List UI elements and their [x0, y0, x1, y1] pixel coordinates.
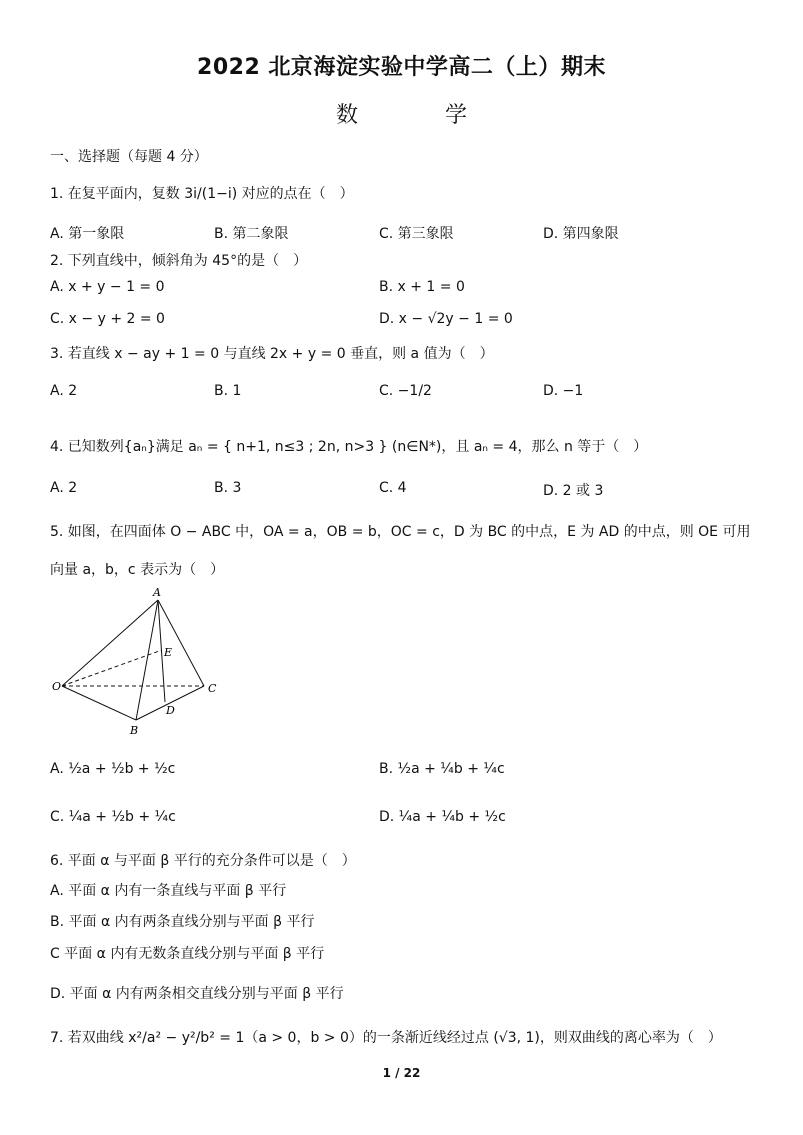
question-4-option-c: C. 4	[379, 480, 407, 496]
question-1-option-c: C. 第三象限	[379, 226, 454, 242]
question-2-stem: 2. 下列直线中，倾斜角为 45°的是（ ）	[50, 253, 308, 269]
question-3-option-d: D. −1	[543, 383, 584, 399]
question-5-option-b: B. ½a + ¼b + ¼c	[379, 761, 505, 777]
question-2-option-b: B. x + 1 = 0	[379, 279, 465, 295]
question-1-option-d: D. 第四象限	[543, 226, 619, 242]
question-1-option-b: B. 第二象限	[214, 226, 289, 242]
question-2-option-c: C. x − y + 2 = 0	[50, 311, 165, 327]
question-1-stem: 1. 在复平面内，复数 3i/(1−i) 对应的点在（ ）	[50, 186, 354, 202]
question-4-stem: 4. 已知数列{aₙ}满足 aₙ = { n+1, n≤3 ; 2n, n>3 } (n∈N*)，且 aₙ = 4，那么 n 等于（ ）	[50, 439, 648, 455]
question-6-option-b: B. 平面 α 内有两条直线分别与平面 β 平行	[50, 914, 315, 930]
subject-heading: 数 学	[336, 103, 507, 128]
question-6-option-c: C 平面 α 内有无数条直线分别与平面 β 平行	[50, 946, 325, 962]
vertex-a-label: A	[153, 586, 161, 599]
question-5-option-c: C. ¼a + ½b + ¼c	[50, 809, 176, 825]
vertex-c-label: C	[208, 682, 217, 695]
question-4-option-b: B. 3	[214, 480, 242, 496]
vertex-d-label: D	[166, 704, 175, 717]
question-2-option-d: D. x − √2y − 1 = 0	[379, 311, 513, 327]
question-1-option-a: A. 第一象限	[50, 226, 125, 242]
question-6-option-d: D. 平面 α 内有两条相交直线分别与平面 β 平行	[50, 986, 344, 1002]
question-7-stem: 7. 若双曲线 x²/a² − y²/b² = 1（a > 0，b > 0）的一条渐近线经过点 (√3, 1)，则双曲线的离心率为（ ）	[50, 1030, 722, 1046]
question-2-option-a: A. x + y − 1 = 0	[50, 279, 165, 295]
page-number: 1 / 22	[382, 1066, 421, 1080]
vertex-o-label: O	[52, 680, 62, 693]
question-3-stem: 3. 若直线 x − ay + 1 = 0 与直线 2x + y = 0 垂直，则 a 值为（ ）	[50, 346, 494, 362]
question-5-stem: 5. 如图，在四面体 O − ABC 中，OA = a，OB = b，OC = c，D 为 BC 的中点，E 为 AD 的中点，则 OE 可用向量 a，b，c 表示为（ ）	[50, 524, 751, 578]
question-6-stem: 6. 平面 α 与平面 β 平行的充分条件可以是（ ）	[50, 853, 356, 869]
tetrahedron-figure	[50, 586, 230, 736]
question-3-option-b: B. 1	[214, 383, 242, 399]
vertex-b-label: B	[130, 724, 139, 736]
question-6-option-a: A. 平面 α 内有一条直线与平面 β 平行	[50, 883, 287, 899]
question-4-option-d: D. 2 或 3	[543, 483, 604, 499]
question-5-option-d: D. ¼a + ¼b + ½c	[379, 809, 506, 825]
question-4-option-a: A. 2	[50, 480, 78, 496]
vertex-e-label: E	[164, 646, 173, 659]
question-5-option-a: A. ½a + ½b + ½c	[50, 761, 176, 777]
page-title: 2022 北京海淀实验中学高二（上）期末	[197, 55, 606, 80]
question-3-option-c: C. −1/2	[379, 383, 432, 399]
question-3-option-a: A. 2	[50, 383, 78, 399]
section-heading: 一、选择题（每题 4 分）	[50, 149, 208, 165]
